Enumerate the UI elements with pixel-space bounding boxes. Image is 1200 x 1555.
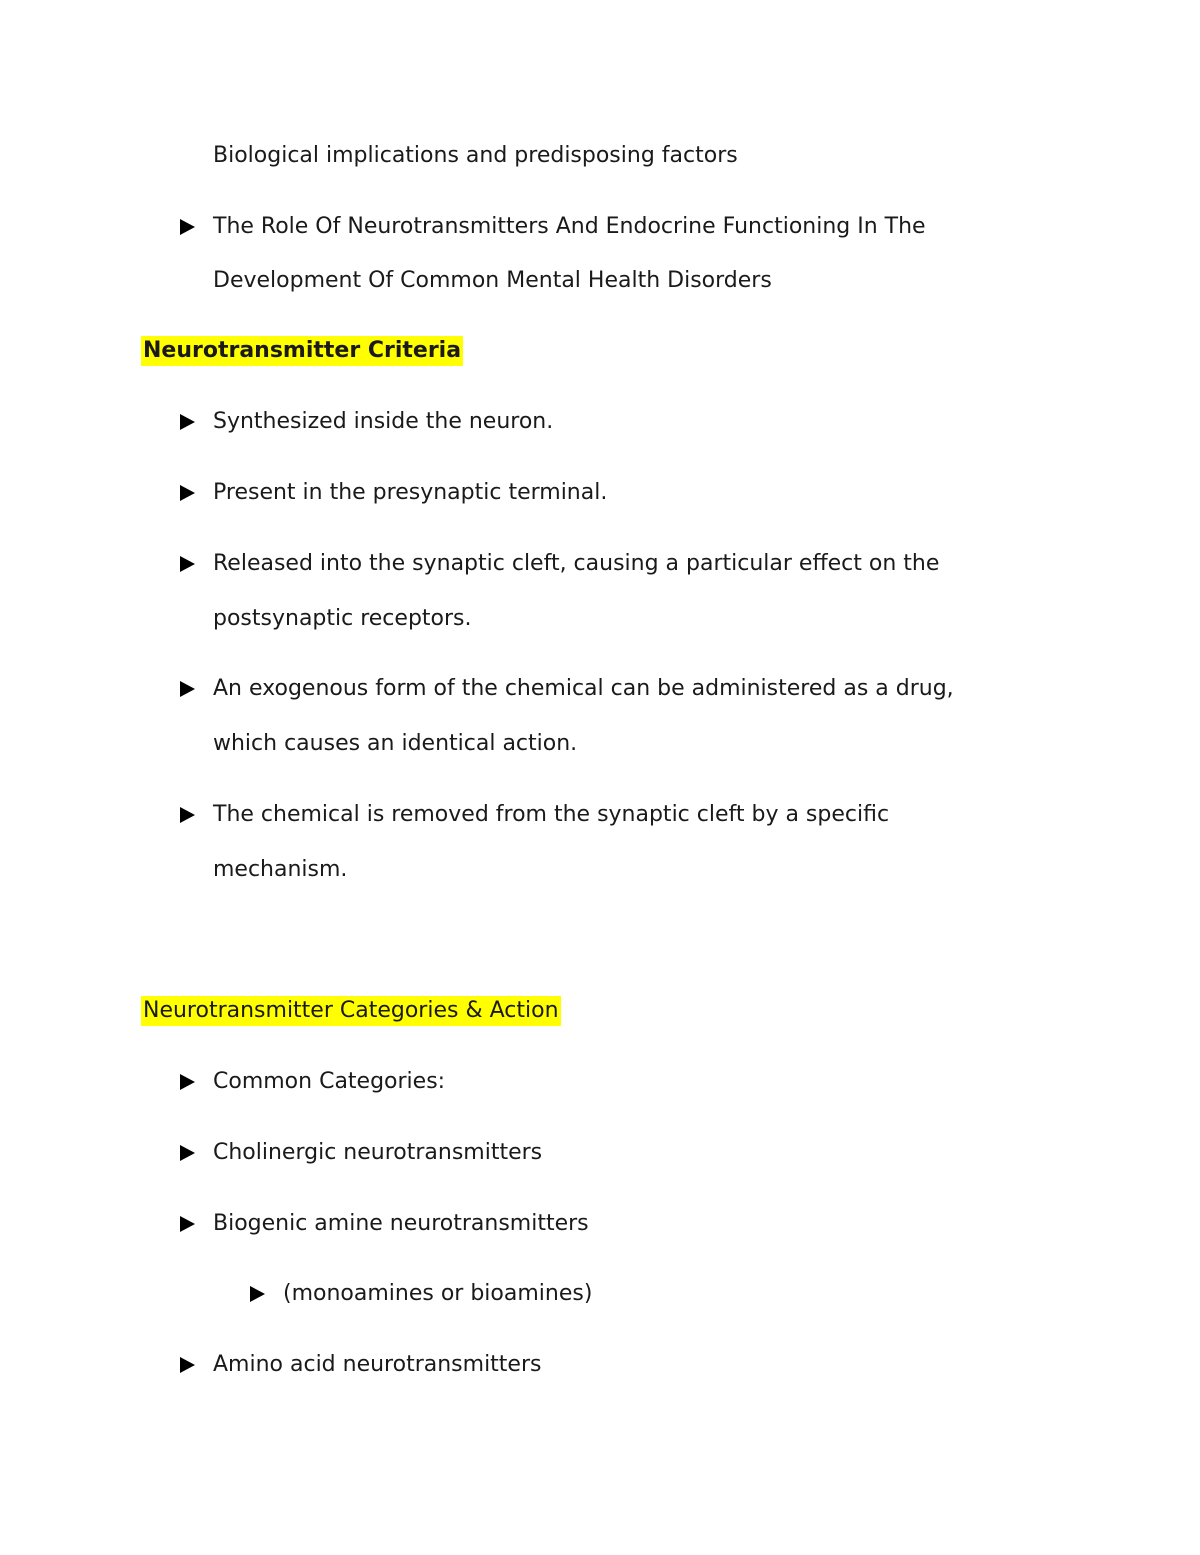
criteria-heading-wrap	[141, 336, 463, 366]
category-item: Biogenic amine neurotransmitters	[213, 1211, 589, 1236]
topic-line-2: Development Of Common Mental Health Disorders	[213, 268, 772, 293]
category-subitem: (monoamines or bioamines)	[283, 1281, 593, 1306]
bullet-arrow-icon	[180, 1145, 195, 1161]
topic-line-1: The Role Of Neurotransmitters And Endocrine Functioning In The	[213, 214, 926, 239]
criteria-item: The chemical is removed from the synaptic cleft by a specific	[213, 802, 890, 827]
categories-heading-wrap	[141, 996, 561, 1026]
bullet-arrow-icon	[180, 485, 195, 501]
criteria-item: Released into the synaptic cleft, causing a particular effect on the	[213, 551, 940, 576]
category-item: Common Categories:	[213, 1069, 446, 1094]
bullet-arrow-icon	[180, 1216, 195, 1232]
criteria-item: Present in the presynaptic terminal.	[213, 480, 608, 505]
criteria-item-continued: which causes an identical action.	[213, 731, 578, 756]
bullet-arrow-icon	[180, 414, 195, 430]
bullet-arrow-icon	[180, 807, 195, 823]
criteria-item: An exogenous form of the chemical can be administered as a drug,	[213, 676, 954, 701]
category-item: Cholinergic neurotransmitters	[213, 1140, 543, 1165]
criteria-item-continued: mechanism.	[213, 857, 348, 882]
bullet-arrow-icon	[180, 219, 195, 235]
categories-heading: Neurotransmitter Categories & Action	[141, 996, 561, 1026]
bullet-arrow-icon	[180, 1074, 195, 1090]
bullet-arrow-icon	[180, 681, 195, 697]
bullet-arrow-icon	[180, 556, 195, 572]
category-item: Amino acid neurotransmitters	[213, 1352, 542, 1377]
document-subtitle: Biological implications and predisposing factors	[213, 143, 738, 168]
criteria-heading: Neurotransmitter Criteria	[141, 336, 463, 366]
criteria-item-continued: postsynaptic receptors.	[213, 606, 472, 631]
bullet-arrow-icon	[180, 1357, 195, 1373]
criteria-item: Synthesized inside the neuron.	[213, 409, 554, 434]
bullet-arrow-icon	[250, 1286, 265, 1302]
